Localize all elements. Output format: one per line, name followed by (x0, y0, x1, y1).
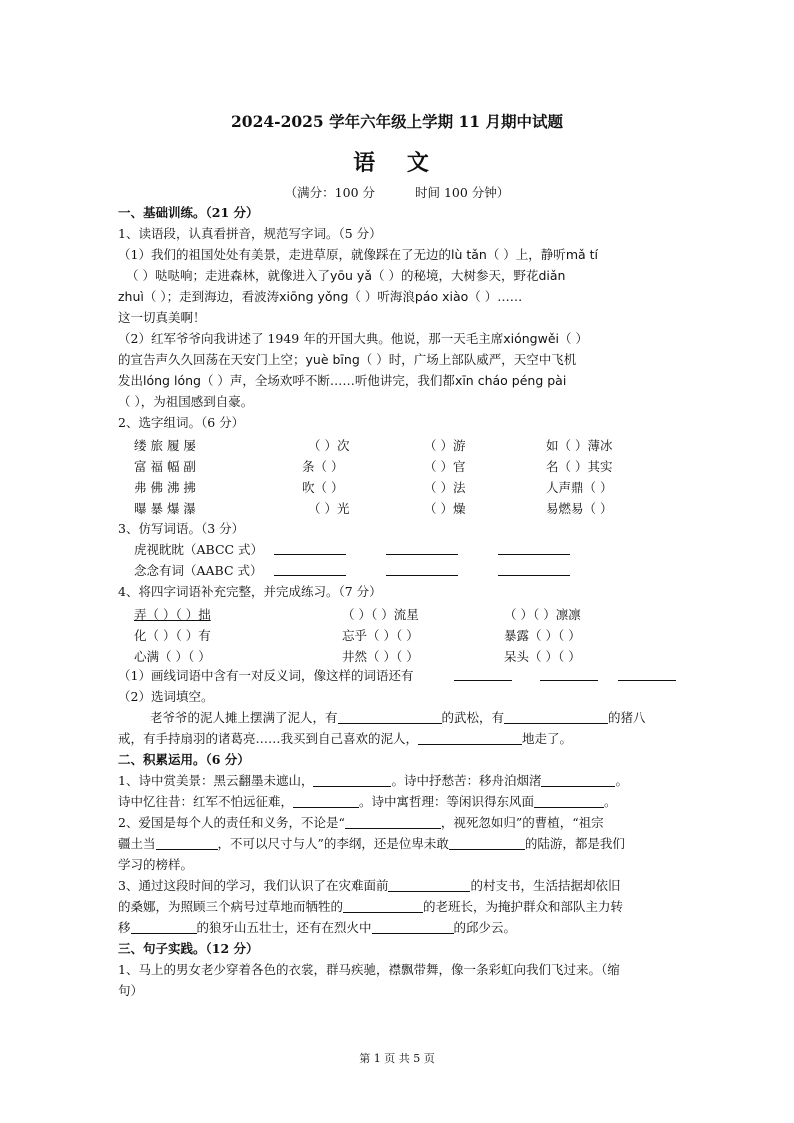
q2-blank: （ ）光 (308, 501, 350, 516)
text: 。诗中寓哲理：等闲识得东风面 (359, 794, 535, 809)
text: 的狼牙山五壮士，还有在烈火中 (196, 920, 372, 935)
q4-word: 忘乎（ ）（ ） (342, 628, 419, 643)
q2-blank: 吹（ ） (302, 480, 344, 495)
text: （1）画线词语中含有一对反义词，像这样的词语还有 (118, 668, 414, 683)
text: 2、爱国是每个人的责任和义务，不论是“ (118, 815, 345, 830)
answer-blank[interactable] (498, 563, 570, 576)
q4-word: 心满（ ）（ ） (134, 649, 211, 664)
pinyin: yuè bīng (305, 352, 360, 367)
q2-chars: 曝 暴 爆 瀑 (134, 501, 196, 516)
pinyin: páo xiào (414, 289, 469, 304)
section-1-heading: 一、基础训练。（21 分） (118, 205, 259, 220)
q3-title: 3、仿写词语。（3 分） (118, 521, 245, 536)
q3-row-1 (134, 542, 263, 558)
answer-blank[interactable] (343, 900, 423, 913)
q5-line8 (118, 920, 516, 936)
q4-fill-line2 (118, 731, 572, 747)
q4-title: 4、将四字词语补充完整，并完成练习。（7 分） (118, 584, 382, 599)
text: 的武松，有 (441, 710, 505, 725)
text: （ ）…… (468, 289, 523, 304)
q3-row-2 (134, 563, 263, 579)
q1-p1-line4: 这一切真美啊！ (118, 310, 206, 325)
pinyin: lù tǎn (450, 247, 487, 262)
text: 疆土当 (118, 836, 156, 851)
text: 。 (604, 794, 617, 809)
pinyin: yōu yǎ (329, 268, 372, 283)
q4-word: 暴露（ ）（ ） (504, 628, 581, 643)
answer-blank[interactable] (449, 837, 525, 850)
q4-word: 呆头（ ）（ ） (504, 649, 581, 664)
answer-blank[interactable] (534, 795, 604, 808)
text: 。诗中抒愁苦：移舟泊烟渚 (391, 773, 542, 788)
q1-p2-line4: （ ），为祖国感到自豪。 (118, 394, 254, 409)
text: 戒，有手持扇羽的诸葛亮……我买到自己喜欢的泥人， (118, 731, 419, 746)
q5-line5: 学习的榜样。 (118, 857, 194, 872)
q5-line1 (118, 773, 628, 789)
answer-blank[interactable] (388, 879, 470, 892)
answer-blank[interactable] (498, 542, 570, 555)
q4-word: 井然（ ）（ ） (342, 649, 419, 664)
q2-title: 2、选字组词。（6 分） (118, 415, 245, 430)
pinyin: zhuì (118, 289, 144, 304)
pinyin: lóng lóng (143, 373, 201, 388)
text: 发出 (118, 373, 144, 388)
answer-blank[interactable] (454, 668, 512, 681)
pinyin: xiōng yǒng (279, 289, 349, 304)
text: （2）红军爷爷向我讲述了 1949 年的开国大典。他说，那一天毛主席 (118, 331, 504, 346)
text: 老爷爷的泥人摊上摆满了泥人，有 (150, 710, 338, 725)
answer-blank[interactable] (131, 921, 197, 934)
q4-word: （ ）（ ）流星 (342, 607, 419, 622)
text: （ ）的秘境，大树参天，野花 (371, 268, 539, 283)
text: （ ）声，全场欢呼不断……听他讲完，我们都 (200, 373, 455, 388)
answer-blank[interactable] (386, 542, 458, 555)
text: 诗中忆往昔：红军不怕远征难， (118, 794, 294, 809)
text: （ ）上，静听 (486, 247, 566, 262)
q2-blank: 易燃易（ ） (546, 501, 613, 516)
q1-p1-line1 (118, 247, 598, 263)
score-info: （满分：100 分 (284, 185, 376, 200)
q5-line7 (118, 899, 623, 915)
q1-p1-line2 (126, 268, 565, 284)
q6-line1: 1、马上的男女老少穿着各色的衣裳，群马疾驰，襟飘带舞，像一条彩虹向我们飞过来。（缩 (118, 962, 620, 977)
q2-blank: 人声鼎（ ） (546, 480, 613, 495)
q5-line3 (118, 815, 604, 831)
q4-word: （ ）（ ）凛凛 (504, 607, 581, 622)
q3-prompt: 虎视眈眈（ABCC 式） (134, 542, 264, 557)
q2-blank: （ ）法 (424, 480, 466, 495)
text: ，不可以尺寸与人”的李纲，还是位卑未敢 (217, 836, 449, 851)
q2-blank: （ ）燥 (424, 501, 466, 516)
text: 的猪八 (608, 710, 646, 725)
q1-p1-line3 (118, 289, 522, 305)
q6-line2: 句） (118, 983, 144, 998)
q2-blank: （ ）游 (424, 438, 466, 453)
text: 移 (118, 920, 131, 935)
text: （1）我们的祖国处处有美景，走进草原，就像踩在了无边的 (118, 247, 451, 262)
subject-title: 语 文 (353, 150, 441, 176)
q2-blank: 如（ ）薄冰 (546, 438, 613, 453)
text: 的宣告声久久回荡在天安门上空； (118, 352, 306, 367)
text: （ ）哒哒响；走进森林，就像进入了 (126, 268, 330, 283)
q4-word-underlined: 弄（ ）（ ）拙 (134, 607, 211, 622)
text: （ ）时，广场上部队威严，天空中飞机 (359, 352, 577, 367)
q1-p2-line1 (118, 331, 588, 347)
text: 的桑娜，为照顾三个病号过草地而牺牲的 (118, 899, 344, 914)
pinyin: xīn cháo péng pài (454, 373, 567, 388)
text: 的邱少云。 (453, 920, 517, 935)
answer-blank[interactable] (386, 563, 458, 576)
q5-line2 (118, 794, 617, 810)
text: （ ）听海浪 (348, 289, 415, 304)
answer-blank[interactable] (338, 711, 442, 724)
section-3-heading: 三、句子实践。（12 分） (118, 941, 259, 956)
pinyin: xióngwěi (503, 331, 559, 346)
answer-blank[interactable] (504, 711, 608, 724)
answer-blank[interactable] (274, 563, 346, 576)
answer-blank[interactable] (345, 816, 441, 829)
answer-blank[interactable] (541, 774, 615, 787)
q3-prompt: 念念有词（AABC 式） (134, 563, 263, 578)
exam-title: 2024-2025 学年六年级上学期 11 月期中试题 (231, 112, 563, 131)
answer-blank[interactable] (274, 542, 346, 555)
q1-title: 1、读语段，认真看拼音，规范写字词。（5 分） (118, 226, 382, 241)
answer-blank[interactable] (293, 795, 359, 808)
q1-p2-line2 (118, 352, 576, 368)
text: 的陆游，都是我们 (524, 836, 625, 851)
answer-blank[interactable] (540, 668, 598, 681)
text: 地走了。 (522, 731, 573, 746)
q5-line4 (118, 836, 625, 852)
text: ，视死忽如归”的曹植，“祖宗 (440, 815, 604, 830)
q2-chars: 缕 旅 履 屡 (134, 438, 196, 453)
q2-blank: 名（ ）其实 (546, 459, 613, 474)
q4-sub2: （2）选词填空。 (118, 689, 214, 704)
q4-word: 化（ ）（ ）有 (134, 628, 211, 643)
text: 。 (615, 773, 628, 788)
answer-blank[interactable] (156, 837, 218, 850)
section-2-heading: 二、积累运用。（6 分） (118, 752, 250, 767)
answer-blank[interactable] (618, 668, 676, 681)
q4-fill-line1 (150, 710, 646, 726)
text: 的老班长，为掩护群众和部队主力转 (423, 899, 624, 914)
page-footer: 第 1 页 共 5 页 (359, 1052, 435, 1065)
answer-blank[interactable] (313, 774, 391, 787)
q2-chars: 弗 佛 沸 拂 (134, 480, 196, 495)
q2-blank: （ ）次 (308, 438, 350, 453)
pinyin: diǎn (538, 268, 566, 283)
answer-blank[interactable] (372, 921, 454, 934)
q2-blank: （ ）官 (424, 459, 466, 474)
q2-blank: 条（ ） (302, 459, 344, 474)
q5-line6 (118, 878, 620, 894)
time-info: 时间 100 分钟） (415, 185, 510, 200)
q2-chars: 富 福 幅 副 (134, 459, 196, 474)
text: （ ） (558, 331, 588, 346)
q1-p2-line3 (118, 373, 566, 389)
q4-sub1 (118, 668, 413, 684)
text: 的村支书，生活拮据却依旧 (470, 878, 621, 893)
pinyin: mǎ tí (565, 247, 598, 262)
text: （ ）；走到海边，看波涛 (143, 289, 280, 304)
answer-blank[interactable] (418, 732, 522, 745)
text: 1、诗中赏美景：黑云翻墨未遮山， (118, 773, 314, 788)
exam-info (0, 183, 794, 201)
text: 3、通过这段时间的学习，我们认识了在灾难面前 (118, 878, 389, 893)
